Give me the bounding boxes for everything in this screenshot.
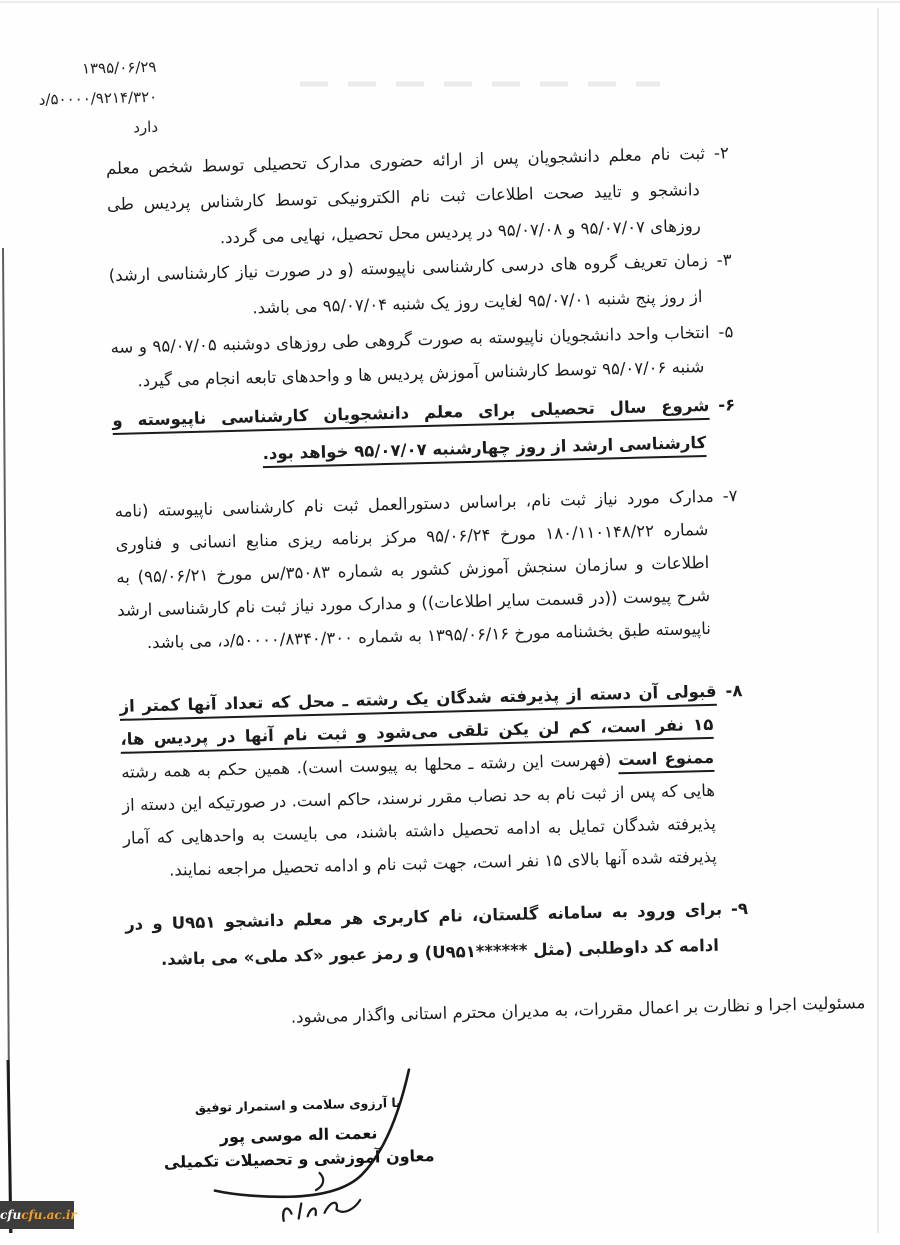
signatory-title: معاون آموزشی و تحصیلات تکمیلی [163,1146,435,1172]
item-number: ۷- [722,486,738,506]
closing-line: مسئولیت اجرا و نظارت بر اعمال مقررات، به مدیران محترم استانی واگذار می‌شود. [290,993,866,1027]
item-number: ۹- [730,899,749,919]
item-text: زمان تعریف گروه های درسی کارشناسی ناپیوسته (و در صورت نیاز کارشناسی ارشد) از روز پنج شنبه ۹۵/۰۷/۰۱ لغایت روز یک شنبه ۹۵/۰۷/۰۴ می باشد. [108,250,708,318]
list-item-8 [119,674,747,888]
signature-block [153,1093,445,1174]
item-number: ۸- [725,681,743,701]
watermark-prefix: cfu [0,1208,22,1222]
item-number: ۳- [716,250,732,270]
item-text: (فهرست این رشته ـ محلها به پیوست است). همین حکم به همه رشته هایی که پس از ثبت نام به حد نصاب مقرر نرسند، حاکم است. در صورتیکه این دسته از پذیرفته شدگان تمایل به ادامه تحصیل داشته باشند، می بایست به واحدهایی که آمار پذیرفته شده آنها بالای ۱۵ نفر است، جهت ثبت نام و ادامه تحصیل مراجعه نمایند. [121,750,717,880]
list-item-7 [114,479,741,660]
item-text: شروع سال تحصیلی برای معلم دانشجویان کارشناسی ناپیوسته و کارشناسی ارشد از روز چهارشنبه ۹۵/۰۷/۰۷ خواهد بود. [112,395,710,464]
list-item-2 [106,135,732,259]
list-item-6 [112,386,737,476]
list-item-5 [110,315,735,399]
watermark-domain: cfu.ac.ir [21,1208,77,1222]
item-text-emphasized: قبولی آن دسته از پذیرفته شدگان یک رشته ـ محل که تعداد آنها کمتر از ۱۵ نفر است، کم لن یکن تلقی می‌شود و ثبت نام آنها در پردیس ها، ممنوع است [119,681,717,770]
site-watermark [0,1201,77,1229]
letter-ref-number: ۵۰۰۰۰/۹۲۱۴/۳۲۰/د [38,87,158,109]
list-item-9 [125,891,750,979]
item-number: ۲- [713,143,730,163]
item-number: ۶- [718,395,736,415]
item-text: مدارک مورد نیاز ثبت نام، براساس دستورالعمل ثبت نام کارشناسی ناپیوسته (نامه شماره ۱۸۰/۱۱۰۱۴۸/۲۲ مورخ ۹۵/۰۶/۲۴ مرکز برنامه ریزی منابع انسانی و فناوری اطلاعات و سازمان سنجش آموزش کشور به شماره ۳۵۰۸۳/س مورخ ۹۵/۰۶/۲۱) به شرح پیوست ((در قسمت سایر اطلاعات)) و مدارک مورد نیاز ثبت نام کارشناسی ارشد ناپیوسته طبق بخشنامه مورخ ۱۳۹۵/۰۶/۱۶ به شماره ۵۰۰۰۰/۸۳۴۰/۳۰۰/د، می باشد. [114,486,714,653]
item-text: برای ورود به سامانه گلستان، نام کاربری هر معلم دانشجو U۹۵۱ و در ادامه کد داوطلبی (مثل ******U۹۵۱) و رمز عبور «کد ملی» می باشد. [124,899,723,969]
item-text: ثبت نام معلم دانشجویان پس از ارائه حضوری مدارک تحصیلی توسط شخص معلم دانشجو و تایید صحت اطلاعات ثبت نام الکترونیکی توسط کارشناس پردیس طی روزهای ۹۵/۰۷/۰۷ و ۹۵/۰۷/۰۸ در پردیس محل تحصیل، نهایی می گردد. [105,143,706,248]
item-text: انتخاب واحد دانشجویان ناپیوسته به صورت گروهی طی روزهای دوشنبه ۹۵/۰۷/۰۵ و سه شنبه ۹۵/۰۷/۰۶ توسط کارشناس آموزش پردیس ها و واحدهای تابعه انجام می گیرد. [110,322,710,391]
signature-wish: با آرزوی سلامت و استمرار توفیق [194,1094,401,1116]
signatory-name: نعمت اله موسی پور [219,1123,378,1147]
item-number: ۵- [718,322,734,342]
letter-header-fields [16,52,158,146]
attachment-status: دارد [133,117,159,137]
letter-date: ۱۳۹۵/۰۶/۲۹ [81,57,157,78]
